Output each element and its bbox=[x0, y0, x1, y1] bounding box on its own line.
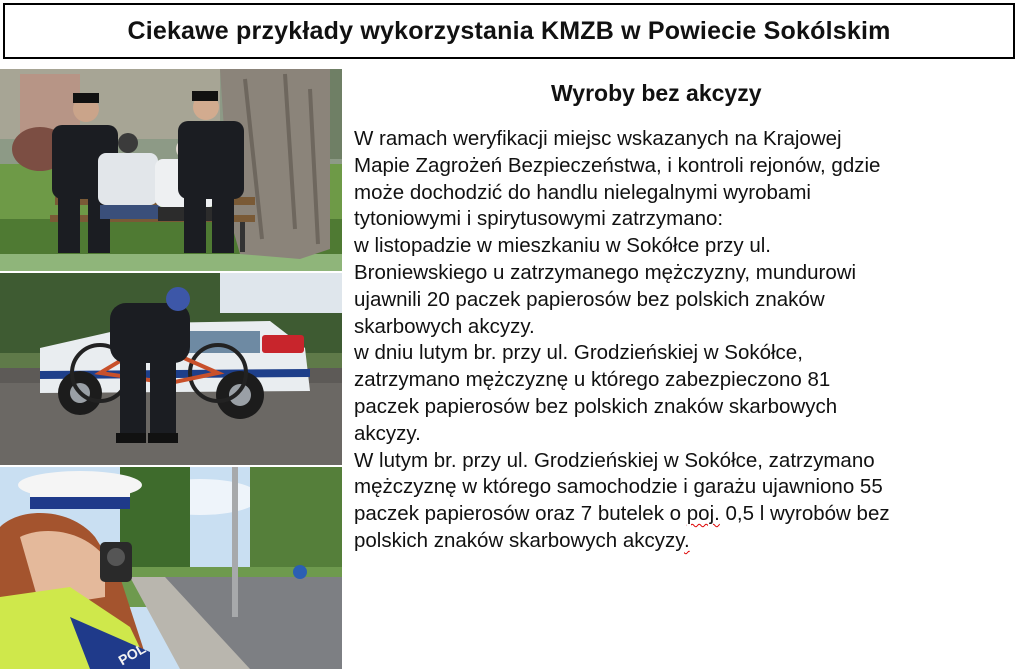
body-line: mężczyznę w którego samochodzie i garażu ujawniono 55 bbox=[354, 475, 883, 499]
body-line-part: paczek papierosów oraz 7 butelek o bbox=[354, 502, 687, 526]
body-line-part: 0,5 l wyrobów bez bbox=[719, 502, 890, 526]
body-line: skarbowych akcyzy. bbox=[354, 314, 535, 338]
article-body bbox=[354, 126, 1019, 555]
vest-badge-text: POL bbox=[115, 640, 149, 669]
body-line: akcyzy. bbox=[354, 421, 421, 445]
spellcheck-word: poj. bbox=[686, 502, 720, 526]
body-line: zatrzymano mężczyznę u którego zabezpieczono 81 bbox=[354, 368, 831, 392]
body-line: tytoniowymi i spirytusowymi zatrzymano: bbox=[354, 207, 724, 231]
body-line: w listopadzie w mieszkaniu w Sokółce przy ul. bbox=[354, 234, 771, 258]
bench-scene-image bbox=[0, 69, 342, 271]
body-line bbox=[354, 501, 1019, 528]
body-line: w dniu lutym br. przy ul. Grodzieńskiej w Sokółce, bbox=[354, 341, 803, 365]
spellcheck-mark: . bbox=[684, 528, 690, 552]
traffic-scene-image bbox=[0, 467, 342, 669]
bicycle-scene-image bbox=[0, 273, 342, 465]
body-line: W ramach weryfikacji miejsc wskazanych na Krajowej bbox=[354, 127, 842, 150]
body-line: W lutym br. przy ul. Grodzieńskiej w Sokółce, zatrzymano bbox=[354, 448, 875, 472]
photo-police-bench-check bbox=[0, 69, 342, 271]
section-heading: Wyroby bez akcyzy bbox=[551, 80, 762, 106]
photo-traffic-officer-speed-gun bbox=[0, 467, 342, 669]
photo-bicycle-police-car bbox=[0, 273, 342, 465]
body-line-part: polskich znaków skarbowych akcyzy bbox=[354, 528, 685, 552]
page-title: Ciekawe przykłady wykorzystania KMZB w Powiecie Sokólskim bbox=[127, 16, 891, 45]
title-box bbox=[3, 3, 1015, 59]
body-line: może dochodzić do handlu nielegalnymi wyrobami bbox=[354, 180, 811, 204]
body-line: Mapie Zagrożeń Bezpieczeństwa, i kontroli rejonów, gdzie bbox=[354, 153, 881, 177]
body-line: paczek papierosów bez polskich znaków skarbowych bbox=[354, 394, 838, 418]
body-line: ujawnili 20 paczek papierosów bez polskich znaków bbox=[354, 287, 825, 311]
body-line: Broniewskiego u zatrzymanego mężczyzny, mundurowi bbox=[354, 260, 857, 284]
body-line bbox=[354, 528, 1019, 555]
